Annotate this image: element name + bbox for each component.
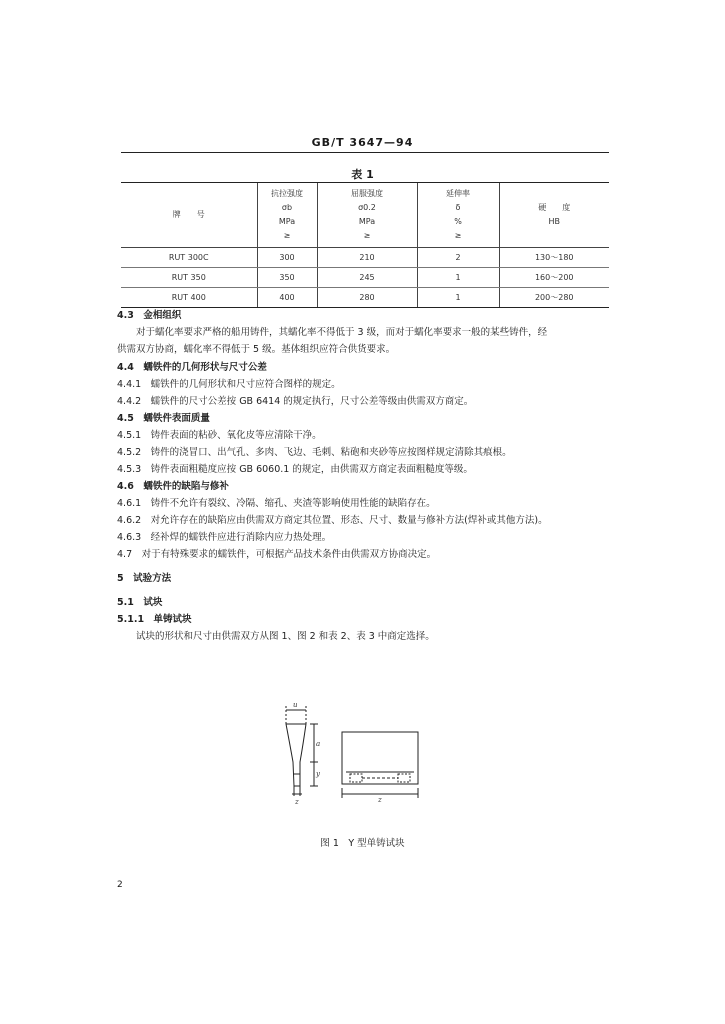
- header-rule: [121, 152, 609, 153]
- cell-elongation: 2: [417, 248, 499, 268]
- cell-yield: 245: [317, 268, 417, 288]
- clause-4-7: 4.7 对于有特殊要求的蠕铁件，可根据产品技术条件由供需双方协商决定。: [117, 549, 437, 560]
- paragraph-line: 试块的形状和尺寸由供需双方从图 1、图 2 和表 2、表 3 中商定选择。: [117, 631, 435, 642]
- standard-code: GB/T 3647—94: [311, 136, 414, 149]
- cell-elongation: 1: [417, 288, 499, 308]
- dim-label: z: [295, 798, 299, 806]
- figure-y-block-drawing: [272, 700, 432, 810]
- section-4-5-heading: 4.5 蠕铁件表面质量: [117, 413, 210, 424]
- header-hardness: 硬 度 HB: [499, 183, 609, 248]
- section-4-6-heading: 4.6 蠕铁件的缺陷与修补: [117, 481, 229, 492]
- clause-4-6-2: 4.6.2 对允许存在的缺陷应由供需双方商定其位置、形态、尺寸、数量与修补方法(焊补或其他方法)。: [117, 515, 548, 526]
- table-row: [121, 248, 609, 268]
- clause-4-5-1: 4.5.1 铸件表面的粘砂、氧化皮等应清除干净。: [117, 430, 322, 441]
- clause-4-5-3: 4.5.3 铸件表面粗糙度应按 GB 6060.1 的规定，由供需双方商定表面粗糙度等级。: [117, 464, 473, 475]
- header-elongation: 延伸率 δ % ≥: [417, 183, 499, 248]
- clause-4-4-2: 4.4.2 蠕铁件的尺寸公差按 GB 6414 的规定执行，尺寸公差等级由供需双方商定。: [117, 396, 474, 407]
- paragraph-line: 对于蠕化率要求严格的船用铸件，其蠕化率不得低于 3 级，而对于蠕化率要求一般的某些铸件，经: [117, 327, 548, 338]
- cell-tensile: 350: [257, 268, 317, 288]
- clause-4-6-1: 4.6.1 铸件不允许有裂纹、冷隔、缩孔、夹渣等影响使用性能的缺陷存在。: [117, 498, 436, 509]
- dim-label: a: [316, 740, 321, 748]
- cell-tensile: 400: [257, 288, 317, 308]
- section-4-4-heading: 4.4 蠕铁件的几何形状与尺寸公差: [117, 362, 267, 373]
- section-4-3-heading: 4.3 金相组织: [117, 310, 182, 321]
- figure-caption: 图 1 Y 型单铸试块: [320, 838, 405, 849]
- section-5-1-heading: 5.1 试块: [117, 597, 163, 608]
- dim-label: z: [378, 796, 382, 804]
- clause-4-4-1: 4.4.1 蠕铁件的几何形状和尺寸应符合图样的规定。: [117, 379, 341, 390]
- cell-yield: 280: [317, 288, 417, 308]
- properties-table: [121, 182, 609, 308]
- header-yield-strength: 屈服强度 σ0.2 MPa ≥: [317, 183, 417, 248]
- clause-4-5-2: 4.5.2 铸件的浇冒口、出气孔、多肉、飞边、毛刺、粘砲和夹砂等应按图样规定清除其痕根。: [117, 447, 512, 458]
- dim-label: u: [293, 701, 298, 709]
- header-tensile-strength: 抗拉强度 σb MPa ≥: [257, 183, 317, 248]
- dim-label: y: [316, 770, 320, 778]
- cell-hardness: 200～280: [499, 288, 609, 308]
- table-row: [121, 268, 609, 288]
- section-5-heading: 5 试验方法: [117, 573, 172, 584]
- table-title: 表 1: [351, 168, 374, 181]
- table-header-row: [121, 183, 609, 248]
- section-5-1-1-heading: 5.1.1 单铸试块: [117, 614, 192, 625]
- cell-grade: RUT 350: [121, 268, 257, 288]
- paragraph-line: 供需双方协商，蠕化率不得低于 5 级。基体组织应符合供货要求。: [117, 344, 396, 355]
- cell-hardness: 130～180: [499, 248, 609, 268]
- table-row: [121, 288, 609, 308]
- clause-4-6-3: 4.6.3 经补焊的蠕铁件应进行消除内应力热处理。: [117, 532, 332, 543]
- cell-grade: RUT 300C: [121, 248, 257, 268]
- cell-grade: RUT 400: [121, 288, 257, 308]
- cell-elongation: 1: [417, 268, 499, 288]
- cell-yield: 210: [317, 248, 417, 268]
- cell-tensile: 300: [257, 248, 317, 268]
- page-number: 2: [117, 880, 123, 890]
- header-grade: 牌 号: [121, 183, 257, 248]
- cell-hardness: 160～200: [499, 268, 609, 288]
